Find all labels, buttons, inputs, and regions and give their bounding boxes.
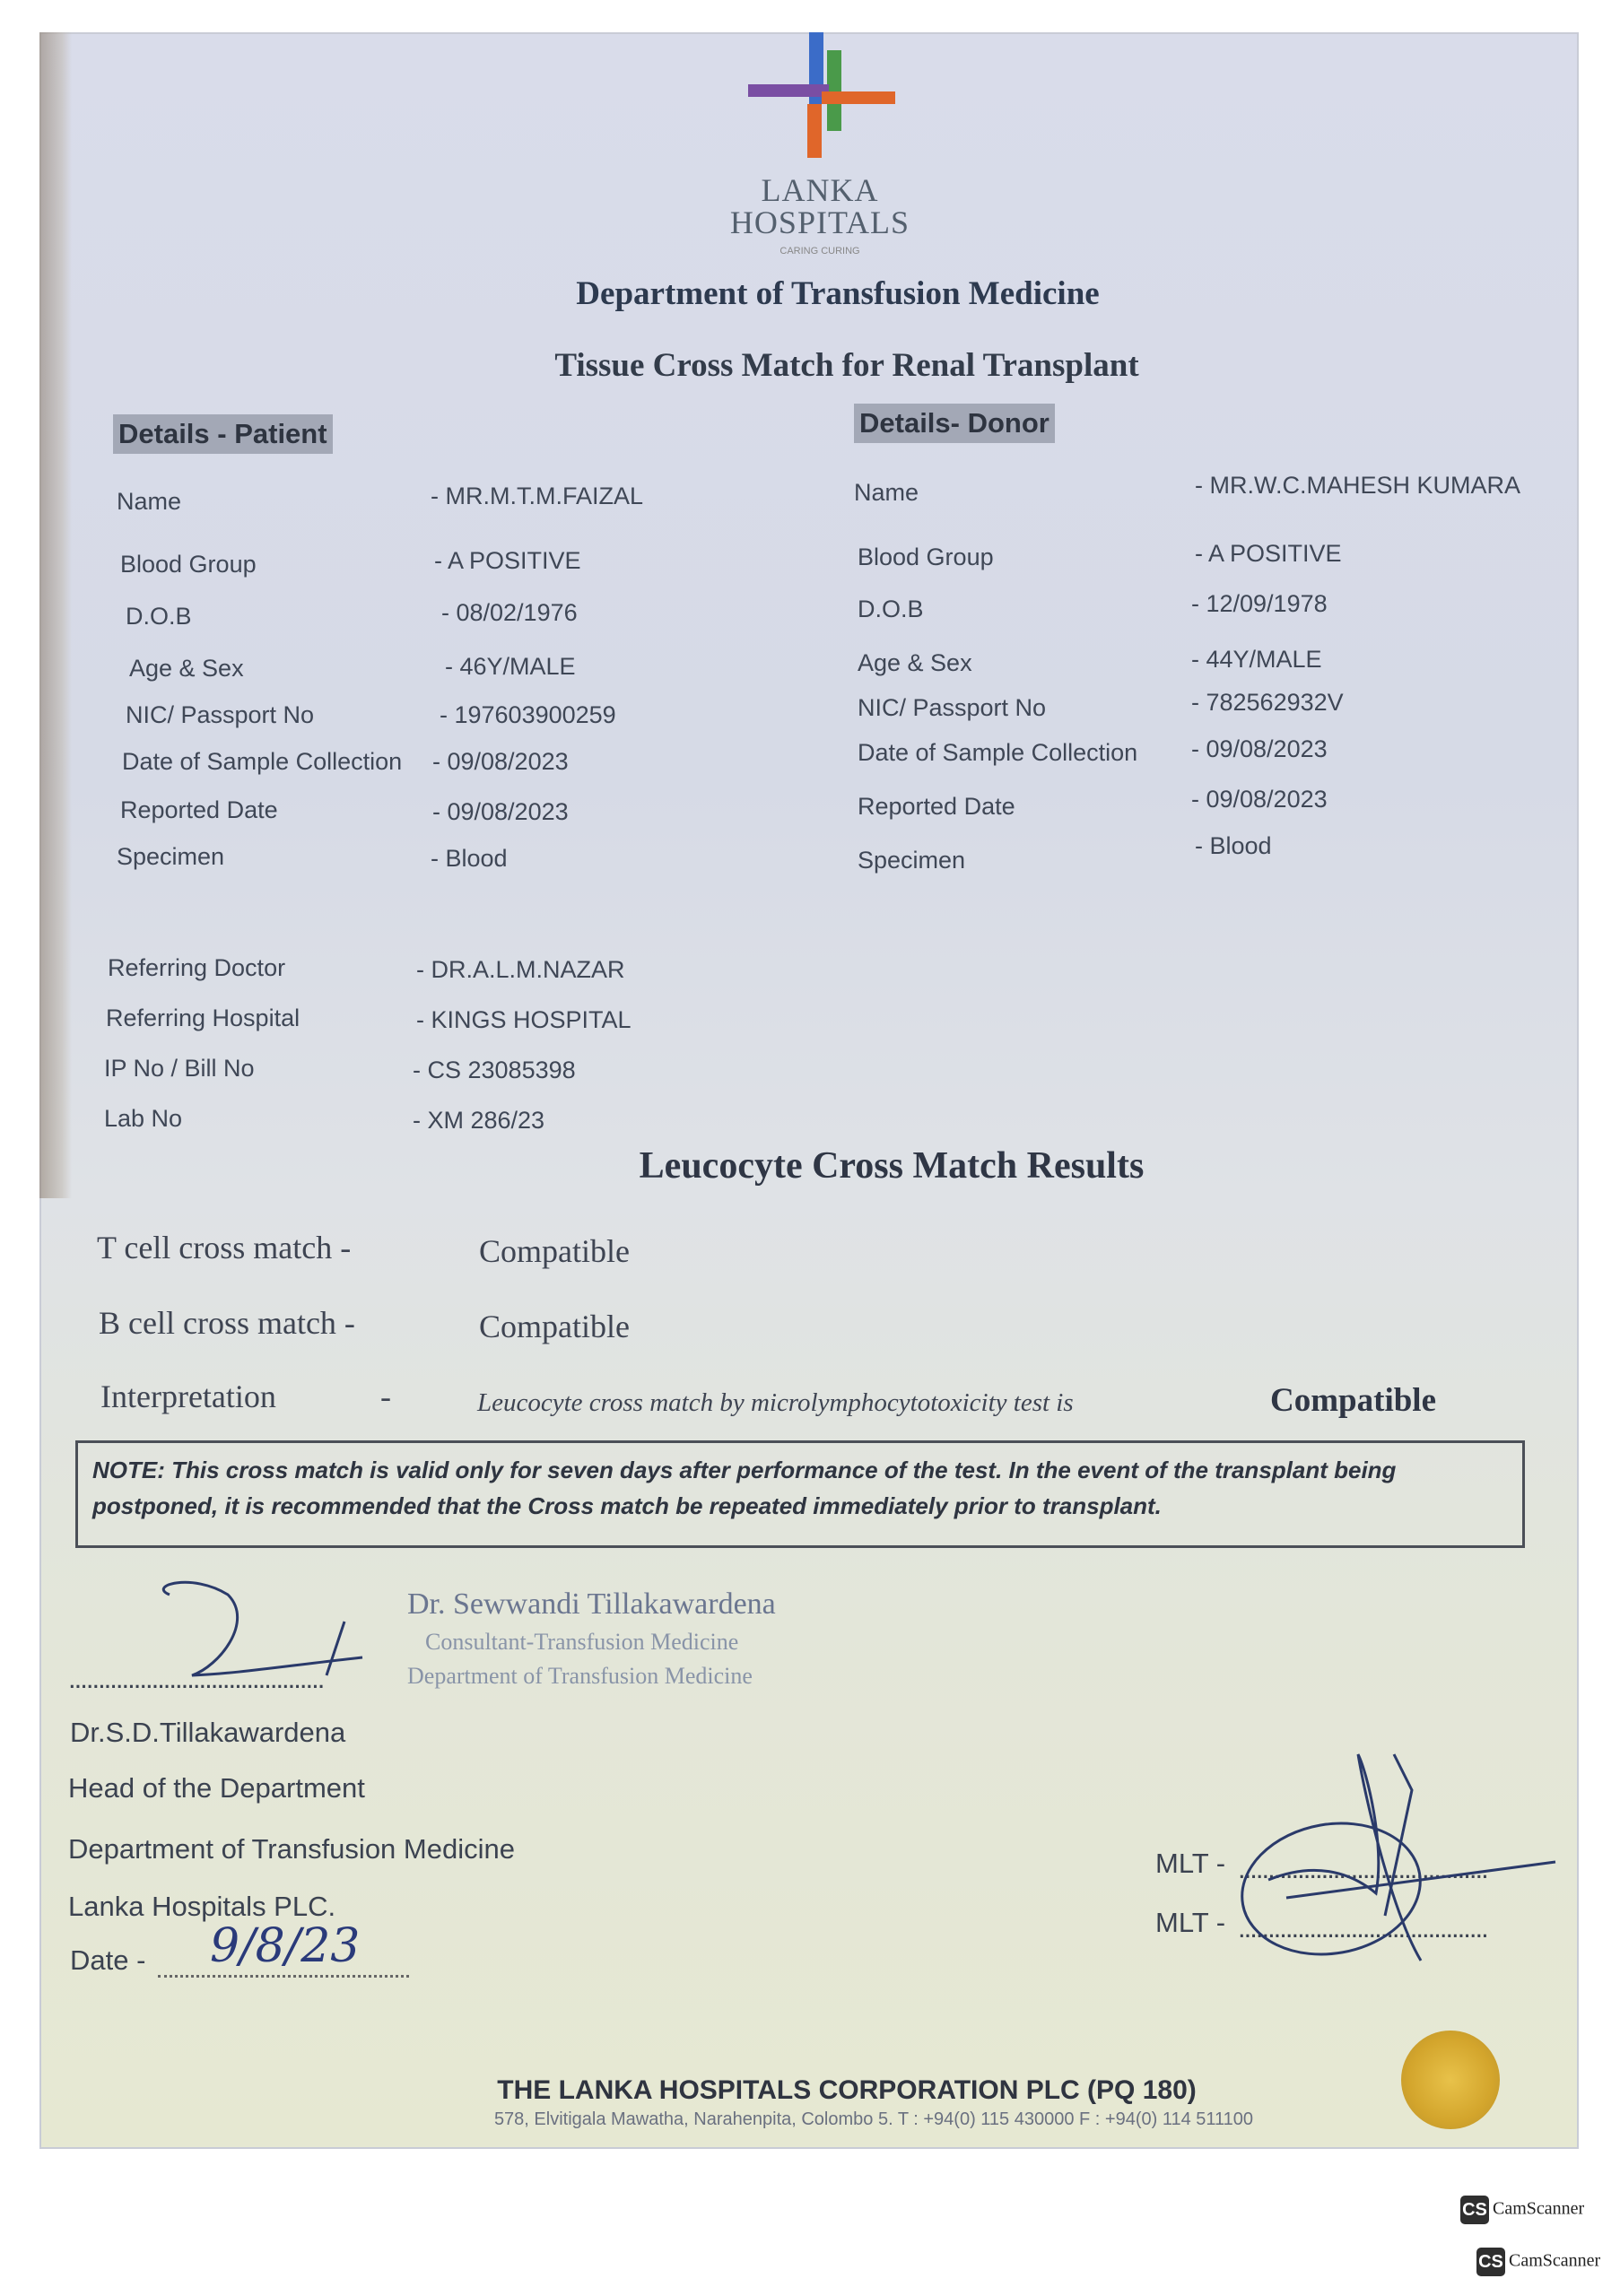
lanka-hospitals-logo-icon — [739, 32, 901, 158]
mlt-label-2: MLT - — [1155, 1907, 1226, 1938]
referral-label: IP No / Bill No — [104, 1055, 255, 1082]
t-cell-value: Compatible — [479, 1233, 630, 1269]
donor-row — [854, 640, 1572, 687]
signatory-role: Head of the Department — [68, 1772, 365, 1804]
donor-value: - 09/08/2023 — [1191, 786, 1328, 813]
donor-value: - 782562932V — [1191, 689, 1344, 716]
patient-label: Name — [117, 488, 182, 515]
brand-line2: HOSPITALS — [729, 204, 910, 240]
patient-row — [117, 483, 834, 542]
patient-details — [117, 483, 834, 888]
patient-value: - MR.M.T.M.FAIZAL — [431, 483, 644, 509]
results-title: Leucocyte Cross Match Results — [639, 1145, 1145, 1187]
stamp-role: Consultant-Transfusion Medicine — [425, 1629, 739, 1655]
patient-row — [117, 596, 834, 648]
donor-heading: Details- Donor — [854, 404, 1055, 443]
interpretation-text: Leucocyte cross match by microlymphocytotoxicity test is — [477, 1388, 1074, 1417]
patient-value: - Blood — [431, 845, 508, 872]
patient-label: Blood Group — [120, 551, 257, 578]
t-cell-label: T cell cross match - — [97, 1230, 352, 1265]
donor-row — [854, 734, 1572, 784]
patient-label: Date of Sample Collection — [122, 748, 403, 775]
referral-value: - KINGS HOSPITAL — [416, 1006, 631, 1033]
donor-label: Specimen — [858, 847, 966, 874]
patient-value: - 197603900259 — [440, 701, 616, 728]
donor-label: Reported Date — [858, 793, 1015, 820]
patient-value: - A POSITIVE — [434, 547, 581, 574]
referral-value: - CS 23085398 — [413, 1057, 576, 1083]
department-title: Department of Transfusion Medicine — [576, 275, 1100, 312]
donor-row — [854, 535, 1572, 588]
stamp-department: Department of Transfusion Medicine — [407, 1663, 753, 1689]
referral-label: Referring Doctor — [108, 954, 286, 981]
camscanner-logo-icon: CS — [1460, 2196, 1489, 2224]
donor-label: Name — [854, 479, 919, 506]
patient-heading: Details - Patient — [113, 414, 333, 454]
footer-company: THE LANKA HOSPITALS CORPORATION PLC (PQ 180) — [497, 2075, 1197, 2105]
signatory-org: Lanka Hospitals PLC. — [68, 1891, 336, 1922]
date-label: Date - — [70, 1944, 146, 1976]
donor-details — [854, 472, 1572, 881]
signatory-name: Dr.S.D.Tillakawardena — [70, 1717, 346, 1748]
camscanner-watermark — [1476, 2248, 1600, 2276]
mlt-line-2: .......................................... — [1238, 1912, 1487, 1944]
date-line — [158, 1975, 409, 1978]
patient-row — [117, 542, 834, 596]
donor-value: - 44Y/MALE — [1191, 646, 1322, 673]
patient-value: - 08/02/1976 — [441, 599, 578, 626]
donor-row — [854, 784, 1572, 832]
donor-value: - 09/08/2023 — [1191, 735, 1328, 762]
patient-row — [117, 839, 834, 888]
patient-row — [117, 648, 834, 696]
brand-tagline: CARING CURING — [780, 246, 860, 257]
signature-line: ........................................... — [68, 1663, 324, 1694]
footer-address: 578, Elvitigala Mawatha, Narahenpita, Colombo 5. T : +94(0) 115 430000 F : +94(0) 114 511100 — [493, 2109, 1254, 2129]
b-cell-value: Compatible — [479, 1309, 630, 1344]
donor-value: - MR.W.C.MAHESH KUMARA — [1195, 472, 1521, 499]
mlt-label-1: MLT - — [1155, 1848, 1226, 1879]
referral-value: - XM 286/23 — [413, 1107, 545, 1134]
patient-value: - 46Y/MALE — [445, 653, 576, 680]
camscanner-label: CamScanner — [1493, 2198, 1585, 2219]
stamp-name: Dr. Sewwandi Tillakawardena — [407, 1587, 776, 1621]
donor-row — [854, 832, 1572, 881]
referral-value: - DR.A.L.M.NAZAR — [416, 956, 625, 983]
interpretation-result: Compatible — [1270, 1382, 1436, 1419]
donor-label: D.O.B — [858, 596, 924, 622]
document-title: Tissue Cross Match for Renal Transplant — [554, 347, 1139, 384]
patient-value: - 09/08/2023 — [432, 748, 569, 775]
mlt-line-1: .......................................... — [1238, 1853, 1487, 1884]
interpretation-dash: - — [380, 1378, 391, 1414]
gold-seal-icon — [1401, 2031, 1500, 2129]
mlt-signature-icon — [1232, 1736, 1573, 1970]
document-sheet — [39, 32, 1579, 2149]
camscanner-logo-icon: CS — [1476, 2248, 1505, 2276]
referral-row — [108, 1004, 915, 1055]
referral-label: Lab No — [104, 1105, 183, 1132]
donor-value: - Blood — [1195, 832, 1272, 859]
donor-value: - A POSITIVE — [1195, 540, 1342, 567]
patient-label: Specimen — [117, 843, 225, 870]
patient-label: NIC/ Passport No — [126, 701, 315, 728]
patient-row — [117, 696, 834, 743]
donor-label: Age & Sex — [858, 649, 972, 676]
donor-row — [854, 472, 1572, 535]
patient-value: - 09/08/2023 — [432, 798, 569, 825]
signatory-department: Department of Transfusion Medicine — [68, 1833, 515, 1865]
date-handwritten: 9/8/23 — [210, 1919, 361, 1973]
patient-row — [117, 791, 834, 839]
donor-value: - 12/09/1978 — [1191, 590, 1328, 617]
camscanner-label: CamScanner — [1509, 2250, 1601, 2271]
b-cell-label: B cell cross match - — [99, 1305, 355, 1341]
referral-row — [108, 954, 915, 1004]
patient-row — [117, 743, 834, 791]
brand-name — [667, 174, 972, 239]
patient-label: Reported Date — [120, 796, 278, 823]
camscanner-watermark — [1460, 2196, 1584, 2224]
patient-label: Age & Sex — [129, 655, 244, 682]
referral-details — [104, 954, 915, 1155]
donor-label: Blood Group — [858, 544, 994, 570]
interpretation-label: Interpretation — [100, 1378, 276, 1414]
donor-label: NIC/ Passport No — [858, 694, 1047, 721]
referral-row — [104, 1055, 915, 1105]
donor-label: Date of Sample Collection — [858, 739, 1138, 766]
donor-row — [854, 687, 1572, 734]
referral-label: Referring Hospital — [106, 1004, 300, 1031]
patient-label: D.O.B — [126, 603, 192, 630]
brand-line1: LANKA — [761, 172, 879, 208]
validity-note: NOTE: This cross match is valid only for seven days after performance of the test. In the event of the transplant being postponed, it is recommended that the Cross match be repeated immediately prior to transplant. — [75, 1440, 1525, 1548]
donor-row — [854, 588, 1572, 640]
